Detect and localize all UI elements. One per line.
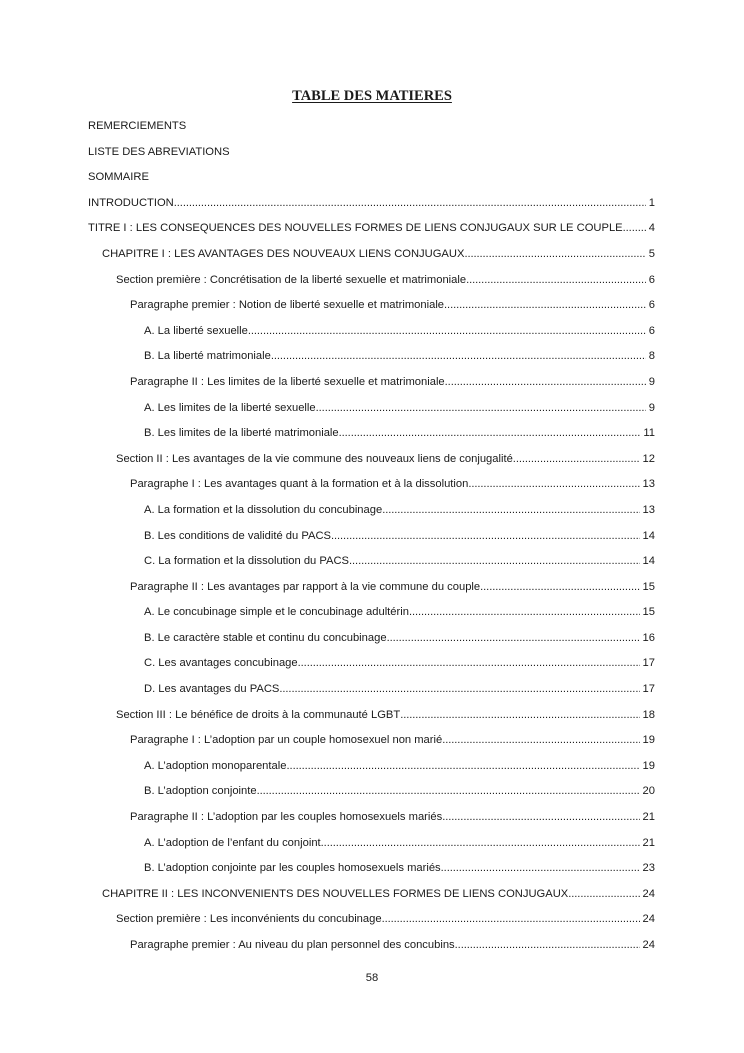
toc-entry[interactable] [88,447,655,473]
toc-entry-label: INTRODUCTION [88,196,174,209]
page-number: 58 [365,972,379,984]
toc-entry-label: Section II : Les avantages de la vie commune des nouveaux liens de conjugalité [116,452,513,465]
toc-dot-leader [623,216,646,242]
toc-entry[interactable] [88,191,655,217]
toc-entry-label: CHAPITRE II : LES INCONVENIENTS DES NOUVELLES FORMES DE LIENS CONJUGAUX [102,887,569,900]
toc-entry[interactable] [88,703,655,729]
toc-dot-leader [382,498,639,524]
toc-entry[interactable] [88,344,655,370]
toc-entry-page: 17 [642,683,655,696]
toc-entry[interactable] [88,472,655,498]
toc-entry-page: 1 [648,196,655,209]
toc-entry[interactable] [88,216,655,242]
toc-entry-label: Paragraphe I : L’adoption par un couple homosexuel non marié [130,734,443,747]
toc-entry-page: 6 [648,324,655,337]
toc-entry-page: 12 [642,452,655,465]
toc-entry[interactable] [88,933,655,959]
toc-entry-page: 19 [642,759,655,772]
toc-dot-leader [445,370,646,396]
toc-entry[interactable] [88,600,655,626]
toc-entry-page: 17 [642,657,655,670]
toc-entry-label: B. L’adoption conjointe par les couples homosexuels mariés [144,862,441,875]
toc-entry[interactable] [88,549,655,575]
toc-entry[interactable] [88,831,655,857]
toc-entry-page: 15 [642,580,655,593]
toc-entry[interactable] [88,396,655,422]
toc-plain-label: SOMMAIRE [88,171,149,184]
toc-entry[interactable] [88,626,655,652]
toc-dot-leader [468,472,639,498]
toc-entry[interactable] [88,805,655,831]
toc-entry-page: 24 [642,913,655,926]
toc-dot-leader [349,549,640,575]
toc-entry-label: Section III : Le bénéfice de droits à la communauté LGBT [116,708,401,721]
toc-entry-label: B. Les limites de la liberté matrimoniale [144,427,339,440]
toc-entry-page: 13 [642,478,655,491]
toc-entry-page: 19 [642,734,655,747]
toc-entry-label: B. Le caractère stable et continu du concubinage [144,631,387,644]
toc-dot-leader [455,933,640,959]
toc-dot-leader [339,421,641,447]
page-title: TABLE DES MATIERES [292,88,452,104]
toc-entry-label: A. L’adoption monoparentale. [144,759,290,772]
toc-entry-label: B. L’adoption conjointe [144,785,257,798]
toc-entry-label: Paragraphe premier : Au niveau du plan personnel des concubins [130,939,455,951]
toc-entry[interactable] [88,268,655,294]
toc-plain-label: LISTE DES ABREVIATIONS [88,145,230,158]
toc-entry[interactable] [88,242,655,268]
toc-entry-label: Paragraphe II : Les limites de la liberté sexuelle et matrimoniale [130,375,445,388]
toc-entry-page: 4 [648,222,655,235]
toc-entry-label: D. Les avantages du PACS [144,683,280,696]
toc-entry-page: 14 [642,555,655,568]
toc-entry-page: 8 [648,350,655,363]
toc-entry-label: TITRE I : LES CONSEQUENCES DES NOUVELLES FORMES DE LIENS CONJUGAUX SUR LE COUPLE [88,222,623,235]
table-of-contents [88,114,655,959]
toc-entry-label: B. La liberté matrimoniale [144,350,271,363]
toc-entry[interactable] [88,651,655,677]
toc-dot-leader [409,600,640,626]
toc-entry-label: A. Le concubinage simple et le concubinage adultérin [144,606,409,619]
toc-dot-leader [466,268,646,294]
toc-entry[interactable] [88,728,655,754]
toc-entry-label: Paragraphe premier : Notion de liberté sexuelle et matrimoniale [130,299,445,312]
toc-dot-leader [513,447,640,473]
toc-entry-page: 24 [642,939,655,951]
toc-entry-page: 20 [642,785,655,798]
toc-plain-item [88,165,655,191]
toc-entry-label: A. La liberté sexuelle [144,324,248,337]
toc-entry-page: 21 [642,811,655,824]
toc-entry-page: 11 [643,427,655,440]
toc-entry-page: 18 [642,708,655,721]
toc-dot-leader [387,626,640,652]
toc-dot-leader [444,293,646,319]
toc-dot-leader [331,524,640,550]
toc-entry-label: Section première : Concrétisation de la liberté sexuelle et matrimoniale [116,273,467,286]
toc-entry[interactable] [88,524,655,550]
toc-entry[interactable] [88,677,655,703]
toc-entry-label: Paragraphe II : L’adoption par les couples homosexuels mariés [130,811,443,824]
toc-entry-label: Section première : Les inconvénients du concubinage [116,913,382,926]
toc-dot-leader [279,677,639,703]
toc-entry-page: 5 [648,247,655,260]
toc-entry[interactable] [88,319,655,345]
toc-dot-leader [316,396,646,422]
toc-entry-page: 9 [648,401,655,414]
toc-entry-page: 6 [648,299,655,312]
toc-dot-leader [480,575,639,601]
toc-entry[interactable] [88,856,655,882]
toc-entry-page: 9 [648,375,655,388]
toc-entry-page: 15 [642,606,655,619]
toc-dot-leader [174,191,646,217]
toc-entry-label: A. La formation et la dissolution du concubinage [144,503,383,516]
toc-entry[interactable] [88,779,655,805]
toc-entry[interactable] [88,421,655,447]
toc-entry-page: 6 [648,273,655,286]
toc-dot-leader [257,779,640,805]
toc-entry-label: B. Les conditions de validité du PACS [144,529,331,542]
toc-dot-leader [321,831,640,857]
toc-dot-leader [382,907,640,933]
toc-entry-page: 23 [642,862,655,875]
toc-entry[interactable] [88,293,655,319]
toc-entry[interactable] [88,575,655,601]
toc-plain-item [88,114,655,140]
toc-entry-label: C. Les avantages concubinage [144,657,298,670]
toc-entry-label: CHAPITRE I : LES AVANTAGES DES NOUVEAUX LIENS CONJUGAUX [102,247,465,260]
toc-dot-leader [400,703,639,729]
toc-entry-label: A. Les limites de la liberté sexuelle [144,401,316,414]
toc-entry-label: Paragraphe I : Les avantages quant à la formation et à la dissolution [130,478,469,491]
toc-entry[interactable] [88,370,655,396]
toc-entry-page: 24 [642,887,655,900]
toc-entry-label: C. La formation et la dissolution du PACS [144,555,350,568]
toc-entry-page: 16 [642,631,655,644]
toc-dot-leader [464,242,645,268]
toc-dot-leader [568,882,639,908]
toc-entry-page: 14 [642,529,655,542]
toc-dot-leader [290,754,640,780]
toc-dot-leader [442,805,639,831]
toc-entry-label: A. L’adoption de l’enfant du conjoint [144,836,321,849]
toc-entry[interactable] [88,882,655,908]
toc-plain-label: REMERCIEMENTS [88,120,187,132]
toc-entry-page: 21 [642,836,655,849]
toc-entry-page: 13 [642,503,655,516]
toc-plain-item [88,140,655,166]
toc-entry[interactable] [88,754,655,780]
toc-dot-leader [298,651,640,677]
toc-entry-label: Paragraphe II : Les avantages par rapport à la vie commune du couple [130,580,481,593]
toc-entry[interactable] [88,907,655,933]
toc-dot-leader [248,319,646,345]
toc-dot-leader [271,344,646,370]
toc-dot-leader [442,728,639,754]
toc-dot-leader [441,856,640,882]
toc-entry[interactable] [88,498,655,524]
